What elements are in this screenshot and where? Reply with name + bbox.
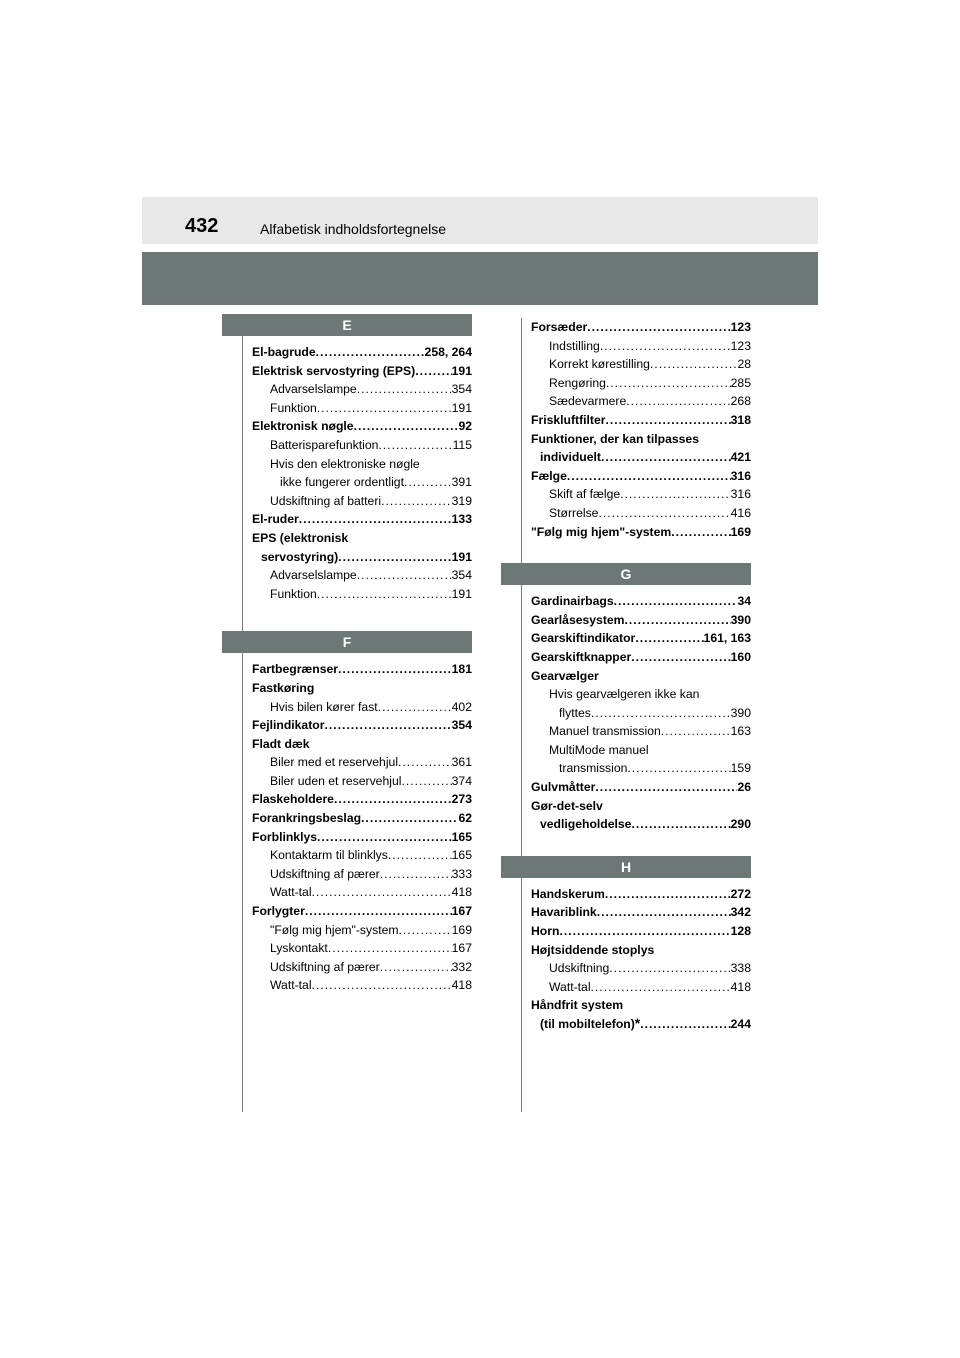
entry-page: 421	[730, 450, 751, 465]
index-entry	[531, 523, 751, 542]
index-entry	[252, 417, 472, 436]
index-entry	[252, 902, 472, 921]
index-entry	[531, 467, 751, 486]
entry-text: Funktioner, der kan tilpasses	[531, 431, 699, 446]
index-entry	[531, 337, 751, 356]
entry-page: 290	[730, 817, 751, 832]
leader-dots	[559, 922, 730, 941]
leader-dots	[591, 704, 731, 723]
leader-dots	[398, 753, 452, 772]
leader-dots	[399, 921, 452, 940]
entry-page: 273	[451, 792, 472, 807]
index-entry	[252, 436, 472, 455]
entry-text: individuelt	[540, 450, 601, 465]
entry-text: Watt-tal	[270, 885, 312, 900]
leader-dots	[299, 510, 452, 529]
index-entry	[252, 716, 472, 735]
index-entry	[252, 753, 472, 772]
entry-page: 191	[451, 549, 472, 564]
entry-page: 165	[451, 848, 472, 863]
index-entry	[252, 939, 472, 958]
entry-text: Watt-tal	[270, 978, 312, 993]
index-entry	[252, 958, 472, 977]
index-entry	[531, 648, 751, 667]
index-entry	[252, 883, 472, 902]
index-entry	[531, 629, 751, 648]
index-entry	[252, 809, 472, 828]
leader-dots	[605, 885, 731, 904]
entry-page: 244	[730, 1017, 751, 1031]
leader-dots	[650, 355, 738, 374]
leader-dots	[671, 523, 730, 542]
leader-dots	[609, 959, 730, 978]
entry-page: 333	[451, 866, 472, 881]
index-entry	[252, 846, 472, 865]
entry-text: El-ruder	[252, 512, 299, 527]
section-header-f: F	[222, 631, 472, 653]
leader-dots	[587, 318, 730, 337]
leader-dots	[598, 504, 730, 523]
entry-text: Udskiftning	[549, 961, 610, 976]
leader-dots	[567, 467, 731, 486]
index-entry	[531, 722, 751, 741]
entry-page: 285	[730, 375, 751, 390]
entry-page: 316	[730, 487, 751, 502]
entry-text: Biler uden et reservehjul	[270, 773, 402, 788]
entry-page: 272	[730, 886, 751, 901]
entry-page: 391	[451, 475, 472, 490]
entry-page: 316	[730, 468, 751, 483]
entry-text: ikke fungerer ordentligt	[280, 475, 404, 490]
leader-dots	[361, 809, 458, 828]
entry-text: vedligeholdelse	[540, 817, 632, 832]
index-entry	[531, 318, 751, 337]
leader-dots	[316, 343, 425, 362]
index-entry	[531, 448, 751, 467]
index-entry	[252, 585, 472, 604]
index-column-right	[531, 318, 751, 1034]
entry-page: 361	[451, 755, 472, 770]
entry-page: 26	[737, 780, 751, 795]
leader-dots	[401, 772, 451, 791]
index-entry	[252, 660, 472, 679]
leader-dots	[378, 436, 452, 455]
index-entry	[252, 343, 472, 362]
leader-dots	[324, 716, 451, 735]
leader-dots	[354, 417, 459, 436]
entry-page: 133	[451, 512, 472, 527]
index-entry	[531, 922, 751, 941]
index-entry: (til mobiltelefon) * ..... 244	[531, 1015, 751, 1034]
section-header-g: G	[501, 563, 751, 585]
index-entry	[252, 921, 472, 940]
entry-text: Fladt dæk	[252, 736, 310, 751]
entry-text: Rengøring	[549, 375, 606, 390]
index-entry	[531, 685, 751, 704]
entry-page: 169	[451, 922, 472, 937]
index-entry	[531, 815, 751, 834]
entry-text: (til mobiltelefon)	[540, 1017, 635, 1031]
title-band	[142, 252, 818, 305]
entry-text: Udskiftning af pærer	[270, 866, 380, 881]
entry-page: 374	[451, 773, 472, 788]
leader-dots	[640, 1015, 730, 1034]
index-entry	[531, 778, 751, 797]
entry-page: 318	[730, 412, 751, 427]
entry-page: 123	[730, 320, 751, 334]
leader-dots	[404, 473, 452, 492]
index-entry	[252, 362, 472, 381]
entry-page: 342	[730, 905, 751, 920]
entry-text: El-bagrude	[252, 345, 316, 359]
index-entry	[252, 772, 472, 791]
entry-page: 268	[730, 394, 751, 409]
entry-text: Havariblink	[531, 905, 597, 920]
entry-page: 160	[730, 649, 751, 664]
entry-page: 191	[451, 586, 472, 601]
entry-text: Batterisparefunktion	[270, 437, 379, 452]
entry-text: Sædevarmere	[549, 394, 627, 409]
leader-dots	[606, 374, 731, 393]
index-entry	[531, 667, 751, 686]
index-column-left	[252, 314, 472, 995]
index-entry	[531, 978, 751, 997]
entry-text: Elektronisk nøgle	[252, 419, 354, 434]
entry-page: 62	[458, 811, 472, 826]
leader-dots	[388, 846, 452, 865]
entry-text: Advarselslampe	[270, 382, 357, 397]
entry-text: Gearlåsesystem	[531, 612, 625, 627]
entry-page: 34	[737, 594, 751, 609]
leader-dots	[626, 392, 730, 411]
index-entry	[252, 399, 472, 418]
index-entry	[531, 485, 751, 504]
index-entry	[531, 504, 751, 523]
leader-dots	[317, 399, 452, 418]
index-entry	[252, 976, 472, 995]
entry-text: Gardinairbags	[531, 594, 614, 609]
entry-text: Fastkøring	[252, 680, 315, 695]
entry-page: 258, 264	[424, 345, 472, 359]
entry-text: servostyring)	[261, 549, 339, 564]
entry-page: 418	[451, 978, 472, 993]
page-number: 432	[185, 215, 219, 237]
index-entry	[252, 529, 472, 548]
entry-page: 181	[451, 662, 472, 677]
entry-page: 390	[730, 705, 751, 720]
entry-text: Biler med et reservehjul	[270, 755, 399, 770]
index-entry	[531, 704, 751, 723]
leader-dots	[415, 362, 451, 381]
entry-text: Hvis gearvælgeren ikke kan	[549, 687, 700, 702]
entry-text: Udskiftning af pærer	[270, 959, 380, 974]
entry-page: 163	[730, 724, 751, 739]
entry-page: 390	[730, 612, 751, 627]
entry-text: Forankringsbeslag	[252, 811, 362, 826]
entry-text: Forblinklys	[252, 829, 318, 844]
leader-dots	[312, 976, 452, 995]
entry-text: Højtsiddende stoplys	[531, 942, 655, 957]
index-entry	[252, 679, 472, 698]
index-entry	[531, 903, 751, 922]
index-entry	[531, 759, 751, 778]
entry-text: Funktion	[270, 586, 317, 601]
index-entry	[531, 797, 751, 816]
index-entry	[531, 374, 751, 393]
leader-dots	[380, 958, 452, 977]
index-entry	[531, 941, 751, 960]
column-divider-middle	[521, 318, 522, 1112]
entry-text: Indstilling	[549, 338, 600, 353]
entry-page: 418	[451, 885, 472, 900]
entry-text: Gulvmåtter	[531, 780, 596, 795]
entry-text: Horn	[531, 924, 560, 939]
index-entry	[531, 959, 751, 978]
entry-text: Handskerum	[531, 886, 605, 901]
index-entry	[531, 885, 751, 904]
entry-text: Fejlindikator	[252, 718, 325, 733]
entry-page: 354	[451, 568, 472, 583]
entry-text: Udskiftning af batteri	[270, 493, 382, 508]
entry-text: Forlygter	[252, 904, 305, 919]
entry-page: 402	[451, 699, 472, 714]
index-entry	[252, 698, 472, 717]
leader-dots	[631, 648, 730, 667]
entry-page: 165	[451, 829, 472, 844]
entry-text: Funktion	[270, 400, 317, 415]
leader-dots	[334, 790, 452, 809]
entry-page: 418	[730, 979, 751, 994]
index-entry	[252, 473, 472, 492]
leader-dots	[312, 883, 452, 902]
index-entry	[531, 411, 751, 430]
entry-text: "Følg mig hjem"-system	[270, 922, 399, 937]
index-entry	[252, 510, 472, 529]
index-entry	[531, 592, 751, 611]
leader-dots	[597, 903, 731, 922]
leader-dots	[381, 492, 452, 511]
entry-page: 123	[730, 338, 751, 353]
leader-dots	[620, 485, 731, 504]
entry-page: 161, 163	[703, 631, 751, 646]
leader-dots	[357, 566, 452, 585]
leader-dots	[338, 660, 452, 679]
entry-text: Størrelse	[549, 505, 599, 520]
entry-page: 354	[451, 382, 472, 397]
index-entry	[531, 392, 751, 411]
leader-dots	[606, 411, 731, 430]
entry-text: Watt-tal	[549, 979, 591, 994]
entry-page: 167	[451, 941, 472, 956]
index-entry	[252, 735, 472, 754]
index-entry	[252, 492, 472, 511]
entry-text: MultiMode manuel	[549, 742, 649, 757]
entry-page: 115	[452, 437, 472, 452]
leader-dots	[378, 698, 452, 717]
leader-dots	[625, 611, 731, 630]
entry-page: 191	[451, 363, 472, 378]
entry-text: Gearvælger	[531, 668, 599, 683]
leader-dots	[317, 828, 452, 847]
leader-dots	[380, 865, 452, 884]
entry-text: Håndfrit system	[531, 998, 624, 1013]
entry-text: Fælge	[531, 468, 567, 483]
page-title: Alfabetisk indholdsfortegnelse	[260, 221, 447, 237]
index-entry	[252, 380, 472, 399]
index-entry	[252, 455, 472, 474]
index-entry	[252, 790, 472, 809]
leader-dots	[595, 778, 737, 797]
leader-dots	[591, 978, 731, 997]
index-entry	[531, 611, 751, 630]
section-header-e: E	[222, 314, 472, 336]
entry-page: 354	[451, 718, 472, 733]
section-gap	[531, 541, 751, 563]
entry-text: Elektrisk servostyring (EPS)	[252, 363, 416, 378]
entry-text: Manuel transmission	[549, 724, 661, 739]
leader-dots	[627, 759, 730, 778]
index-entry	[531, 355, 751, 374]
index-entry	[252, 865, 472, 884]
header-band	[142, 197, 818, 244]
leader-dots	[317, 585, 452, 604]
entry-page: 338	[730, 961, 751, 976]
leader-dots	[305, 902, 452, 921]
entry-page: 167	[451, 904, 472, 919]
entry-page: 28	[737, 357, 751, 372]
entry-text: Hvis den elektroniske nøgle	[270, 456, 420, 471]
leader-dots	[661, 722, 731, 741]
entry-text: Skift af fælge	[549, 487, 621, 502]
entry-page: 128	[730, 924, 751, 939]
leader-dots	[357, 380, 452, 399]
entry-page: 191	[451, 400, 472, 415]
index-entry	[531, 996, 751, 1015]
leader-dots	[631, 815, 730, 834]
section-gap	[531, 834, 751, 856]
entry-text: Hvis bilen kører fast	[270, 699, 378, 714]
leader-dots	[328, 939, 452, 958]
entry-page: 159	[730, 761, 751, 776]
leader-dots	[614, 592, 738, 611]
entry-text: transmission	[559, 761, 628, 776]
entry-text: Gearskiftknapper	[531, 649, 632, 664]
entry-page: 332	[451, 959, 472, 974]
entry-text: Forsæder	[531, 320, 588, 334]
index-entry	[252, 548, 472, 567]
index-entry	[252, 566, 472, 585]
entry-page: 169	[730, 524, 751, 539]
section-gap	[252, 603, 472, 631]
entry-text: Flaskeholdere	[252, 792, 334, 807]
leader-dots	[600, 337, 731, 356]
entry-text: Gør-det-selv	[531, 798, 603, 813]
entry-text: Fartbegrænser	[252, 662, 339, 677]
entry-text: EPS (elektronisk	[252, 530, 349, 545]
leader-dots	[635, 629, 703, 648]
entry-page: 319	[451, 493, 472, 508]
entry-text: Kontaktarm til blinklys	[270, 848, 388, 863]
index-entry	[531, 741, 751, 760]
entry-text: Korrekt kørestilling	[549, 357, 650, 372]
entry-text: "Følg mig hjem"-system	[531, 524, 672, 539]
entry-text: flyttes	[559, 705, 591, 720]
leader-dots	[601, 448, 731, 467]
index-entry	[252, 828, 472, 847]
section-header-h: H	[501, 856, 751, 878]
index-entry	[531, 430, 751, 449]
entry-text: Friskluftfilter	[531, 412, 606, 427]
entry-text: Lyskontakt	[270, 941, 328, 956]
entry-text: Advarselslampe	[270, 568, 357, 583]
column-divider-left	[242, 335, 243, 1112]
entry-page: 416	[730, 505, 751, 520]
entry-page: 92	[458, 419, 472, 434]
leader-dots	[338, 548, 451, 567]
entry-text: Gearskiftindikator	[531, 631, 636, 646]
